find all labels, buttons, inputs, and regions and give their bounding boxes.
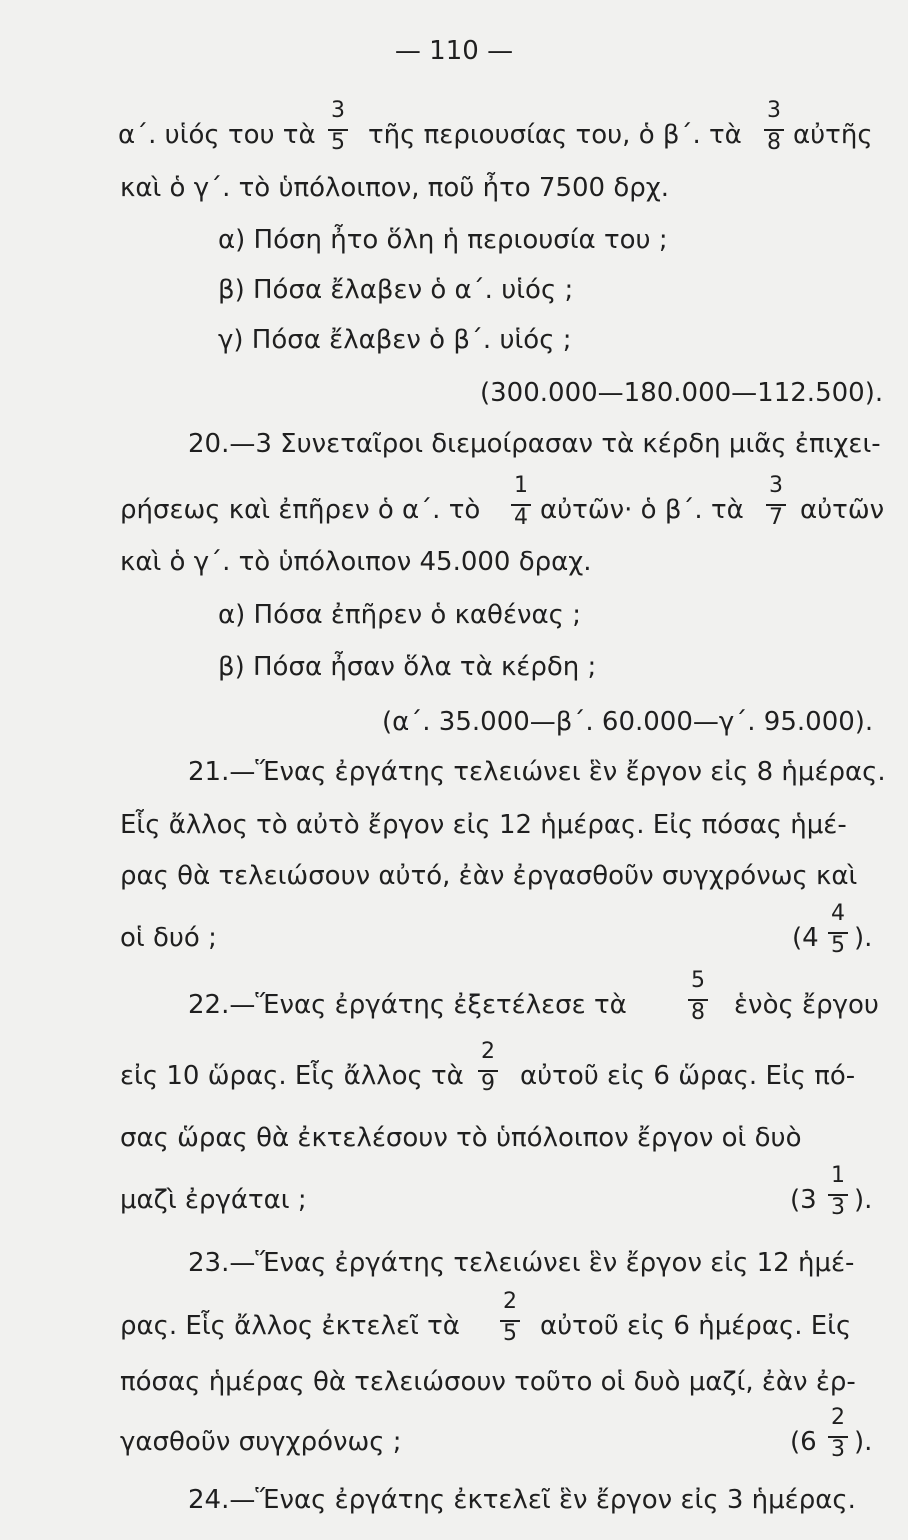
fraction-denominator: 4 bbox=[514, 505, 528, 530]
text-segment: β) Πόσα ἔλαβεν ὁ α΄. υἱός ; bbox=[218, 275, 574, 305]
text-segment: Εἷς ἄλλος τὸ αὐτὸ ἔργον εἰς 12 ἡμέρας. Εἰς πόσας ἡμέ- bbox=[120, 810, 847, 840]
text-segment: (300.000—180.000—112.500). bbox=[480, 378, 884, 408]
fraction-denominator: 8 bbox=[767, 130, 781, 155]
fraction-numerator: 5 bbox=[691, 968, 705, 993]
text-segment: α) Πόση ἦτο ὅλη ἡ περιουσία του ; bbox=[218, 225, 668, 255]
text-segment: ρας. Εἷς ἄλλος ἐκτελεῖ τὰ bbox=[120, 1311, 460, 1341]
text-segment: αὐτοῦ εἰς 6 ὥρας. Εἰς πό- bbox=[520, 1061, 856, 1091]
fraction-numerator: 3 bbox=[331, 98, 345, 123]
fraction-numerator: 4 bbox=[831, 901, 845, 926]
text-segment: 20.—3 Συνεταῖροι διεμοίρασαν τὰ κέρδη μιᾶς ἐπιχει- bbox=[188, 429, 881, 459]
fraction-denominator: 3 bbox=[831, 1437, 845, 1462]
text-segment: τῆς περιουσίας του, ὁ β΄. τὰ bbox=[368, 120, 742, 150]
text-segment: β) Πόσα ἦσαν ὅλα τὰ κέρδη ; bbox=[218, 652, 597, 682]
text-segment: μαζὶ ἐργάται ; bbox=[120, 1185, 307, 1215]
text-segment: 22.—Ἕνας ἐργάτης ἐξετέλεσε τὰ bbox=[188, 990, 627, 1020]
text-segment: αὐτοῦ εἰς 6 ἡμέρας. Εἰς bbox=[540, 1311, 852, 1341]
text-segment: α΄. υἱός του τὰ bbox=[118, 120, 316, 150]
text-segment: (α΄. 35.000—β΄. 60.000—γ΄. 95.000). bbox=[382, 707, 874, 737]
fraction-numerator: 3 bbox=[767, 98, 781, 123]
fraction-numerator: 1 bbox=[831, 1163, 845, 1188]
text-segment: ). bbox=[854, 1427, 873, 1457]
text-segment: καὶ ὁ γ΄. τὸ ὑπόλοιπον 45.000 δραχ. bbox=[120, 547, 592, 577]
text-segment: (3 bbox=[790, 1185, 817, 1215]
text-segment: σας ὥρας θὰ ἐκτελέσουν τὸ ὑπόλοιπον ἔργον οἱ δυὸ bbox=[120, 1123, 802, 1153]
fraction-denominator: 5 bbox=[503, 1321, 517, 1346]
text-segment: γασθοῦν συγχρόνως ; bbox=[120, 1427, 402, 1457]
fraction-denominator: 3 bbox=[831, 1195, 845, 1220]
fraction-numerator: 2 bbox=[503, 1289, 517, 1314]
fraction-denominator: 5 bbox=[331, 130, 345, 155]
text-segment: 24.—Ἕνας ἐργάτης ἐκτελεῖ ἓν ἔργον εἰς 3 ἡμέρας. bbox=[188, 1485, 856, 1515]
text-segment: εἰς 10 ὥρας. Εἷς ἄλλος τὰ bbox=[120, 1061, 464, 1091]
text-line bbox=[0, 965, 908, 1045]
fraction-numerator: 2 bbox=[831, 1405, 845, 1430]
text-segment: 23.—Ἕνας ἐργάτης τελειώνει ἓν ἔργον εἰς 12 ἡμέ- bbox=[188, 1248, 855, 1278]
fraction-denominator: 5 bbox=[831, 933, 845, 958]
text-segment: ). bbox=[854, 1185, 873, 1215]
text-segment: ἑνὸς ἔργου bbox=[734, 990, 879, 1020]
fraction-denominator: 7 bbox=[769, 505, 783, 530]
fraction-numerator: 1 bbox=[514, 473, 528, 498]
text-segment: (4 bbox=[792, 923, 819, 953]
page-number: — 110 — bbox=[394, 36, 514, 66]
fraction-denominator: 8 bbox=[691, 1000, 705, 1025]
text-segment: 21.—Ἕνας ἐργάτης τελειώνει ἓν ἔργον εἰς 8 ἡμέρας. bbox=[188, 757, 886, 787]
text-segment: (6 bbox=[790, 1427, 817, 1457]
fraction-numerator: 2 bbox=[481, 1039, 495, 1064]
text-segment: γ) Πόσα ἔλαβεν ὁ β΄. υἱός ; bbox=[218, 325, 572, 355]
text-segment: αὐτῶν bbox=[800, 495, 885, 525]
text-segment: πόσας ἡμέρας θὰ τελειώσουν τοῦτο οἱ δυὸ μαζί, ἐὰν ἐρ- bbox=[120, 1367, 856, 1397]
fraction bbox=[682, 965, 714, 1045]
text-segment: α) Πόσα ἐπῆρεν ὁ καθένας ; bbox=[218, 600, 581, 630]
text-segment: ρήσεως καὶ ἐπῆρεν ὁ α΄. τὸ bbox=[120, 495, 481, 525]
text-line bbox=[0, 1460, 908, 1540]
fraction-numerator: 3 bbox=[769, 473, 783, 498]
text-segment: ). bbox=[854, 923, 873, 953]
fraction-denominator: 9 bbox=[481, 1071, 495, 1096]
text-segment: οἱ δυό ; bbox=[120, 923, 217, 953]
text-segment: καὶ ὁ γ΄. τὸ ὑπόλοιπον, ποῦ ἦτο 7500 δρχ. bbox=[120, 173, 670, 203]
text-segment: αὐτῆς bbox=[793, 120, 873, 150]
text-segment: αὐτῶν· ὁ β΄. τὰ bbox=[540, 495, 744, 525]
text-segment: ρας θὰ τελειώσουν αὐτό, ἐὰν ἐργασθοῦν συγχρόνως καὶ bbox=[120, 861, 858, 891]
